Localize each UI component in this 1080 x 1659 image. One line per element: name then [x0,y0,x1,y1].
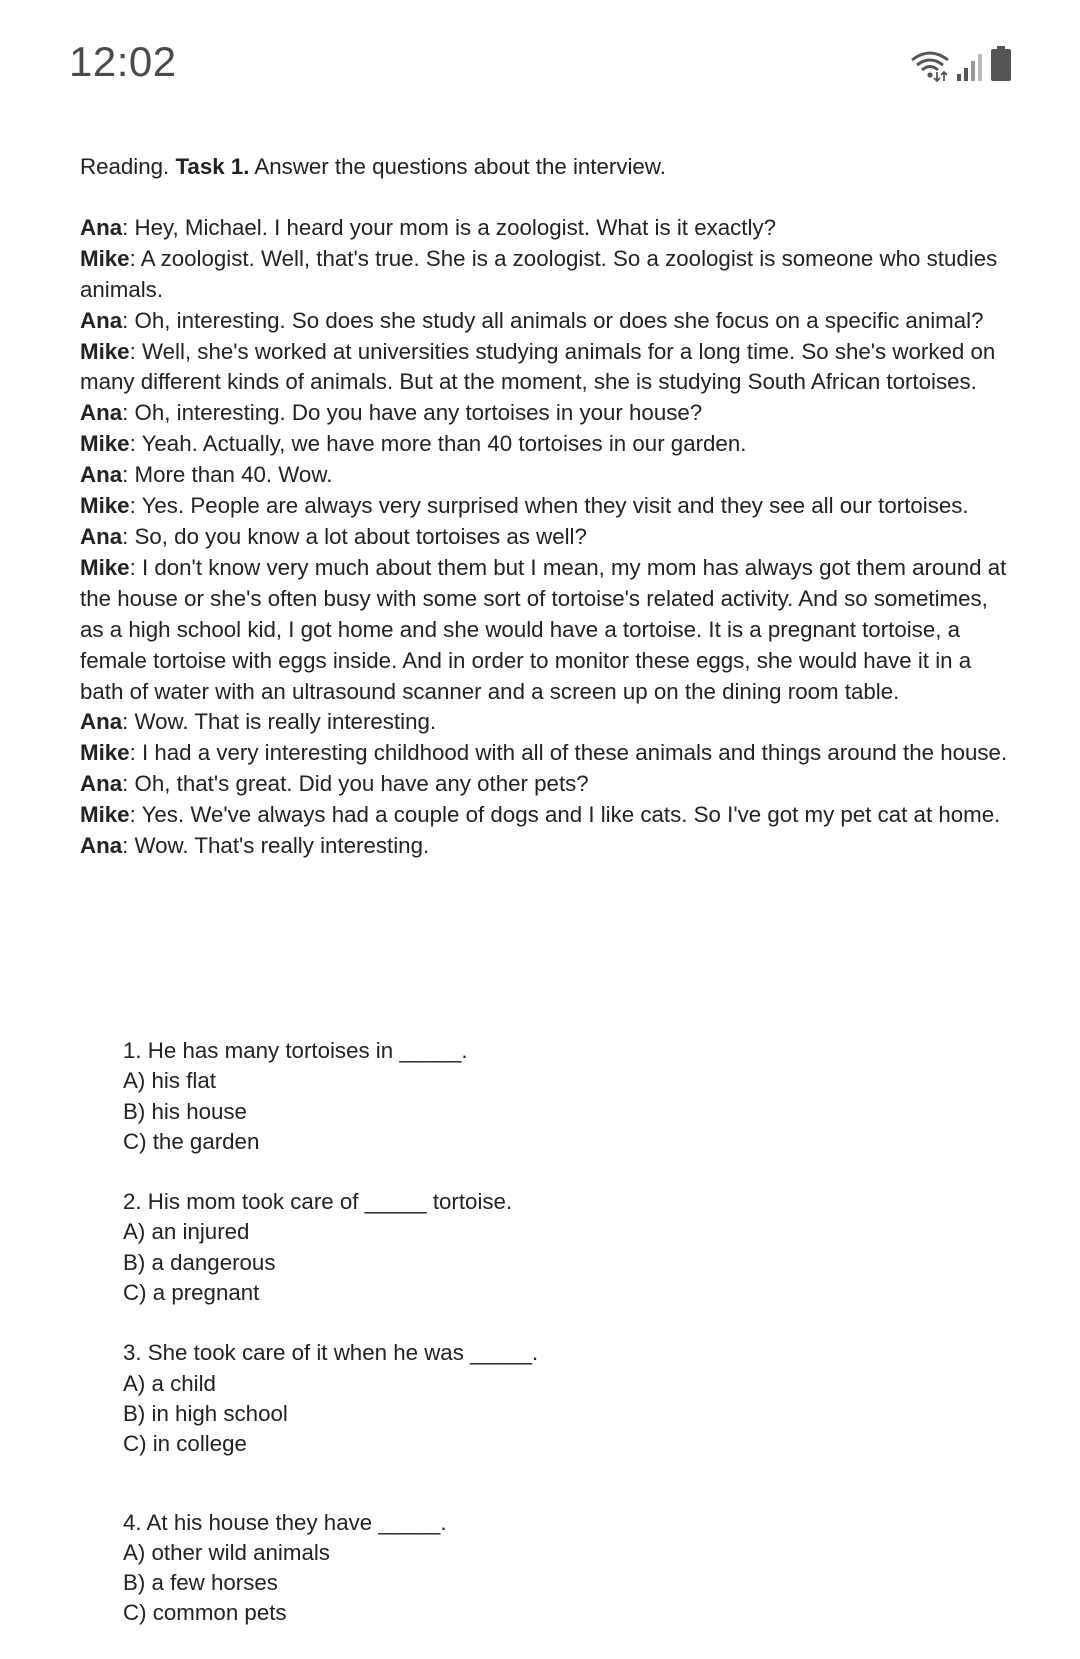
dialogue-line [80,306,1010,337]
questions-list [123,1036,823,1629]
task-heading [80,152,1010,183]
speaker-name: Ana [80,709,123,735]
reading-content [80,152,1010,862]
speaker-name: Mike [80,338,130,364]
dialogue-text: : Oh, interesting. So does she study all animals or does she focus on a specific animal? [122,307,984,333]
heading-task-label: Task 1. [175,154,250,179]
cellular-signal-icon [956,50,984,82]
dialogue-text: : Yeah. Actually, we have more than 40 tortoises in our garden. [129,431,747,457]
dialogue-line [80,553,1010,708]
dialogue-text: : I don't know very much about them but I mean, my mom has always got them around at the house or she's often busy with some sort of tortoise's related activity. And so sometimes, as a high school kid, I got home and she would have a tortoise. It is a pregnant tortoise, a female tortoise with eggs inside. And in order to monitor these eggs, she would have it in a bath of water with an ultrasound scanner and a screen up on the dining room table. [80,554,1007,704]
answer-option[interactable]: B) in high school [123,1400,288,1426]
question-2 [123,1187,823,1308]
speaker-name: Ana [80,307,123,333]
speaker-name: Ana [80,523,123,549]
interview-dialogue [80,213,1010,862]
dialogue-text: : Yes. We've always had a couple of dogs and I like cats. So I've got my pet cat at home. [129,802,1001,828]
answer-option[interactable]: C) common pets [123,1600,287,1626]
dialogue-line [80,522,1010,553]
battery-icon [990,46,1012,82]
dialogue-text: : I had a very interesting childhood with all of these animals and things around the house. [129,740,1008,766]
answer-option[interactable]: A) an injured [123,1219,250,1245]
dialogue-line [80,800,1010,831]
answer-option[interactable]: C) in college [123,1431,247,1457]
dialogue-text: : Yes. People are always very surprised when they visit and they see all our tortoises. [129,493,969,519]
dialogue-line [80,213,1010,244]
speaker-name: Ana [80,400,123,426]
dialogue-text: : Hey, Michael. I heard your mom is a zoologist. What is it exactly? [122,214,776,240]
answer-option[interactable]: A) other wild animals [123,1539,330,1565]
speaker-name: Mike [80,493,130,519]
speaker-name: Ana [80,462,123,488]
dialogue-text: : Well, she's worked at universities studying animals for a long time. So she's worked on many different kinds of animals. But at the moment, she is studying South African tortoises. [80,338,996,395]
answer-option[interactable]: A) a child [123,1370,216,1396]
heading-prefix: Reading. [80,154,176,179]
dialogue-line [80,398,1010,429]
dialogue-line [80,429,1010,460]
question-stem: 4. At his house they have _____. [123,1509,447,1535]
speaker-name: Mike [80,431,130,457]
dialogue-line [80,707,1010,738]
dialogue-line [80,491,1010,522]
dialogue-text: : Oh, interesting. Do you have any tortoises in your house? [122,400,703,426]
speaker-name: Ana [80,214,123,240]
status-bar [0,0,1080,130]
speaker-name: Mike [80,245,130,271]
dialogue-line [80,769,1010,800]
question-1 [123,1036,823,1157]
dialogue-text: : So, do you know a lot about tortoises as well? [122,523,587,549]
wifi-icon [910,50,950,82]
answer-option[interactable]: B) his house [123,1098,247,1124]
dialogue-text: : Wow. That is really interesting. [122,709,437,735]
status-icons [910,46,1012,82]
answer-option[interactable]: B) a dangerous [123,1249,276,1275]
speaker-name: Mike [80,802,130,828]
dialogue-line [80,244,1010,306]
dialogue-line [80,337,1010,399]
dialogue-text: : Oh, that's great. Did you have any other pets? [122,771,589,797]
dialogue-text: : Wow. That's really interesting. [122,833,430,859]
dialogue-line [80,831,1010,862]
answer-option[interactable]: A) his flat [123,1068,216,1094]
question-4 [123,1508,823,1629]
speaker-name: Mike [80,740,130,766]
dialogue-line [80,738,1010,769]
dialogue-text: : More than 40. Wow. [122,462,333,488]
speaker-name: Ana [80,771,123,797]
dialogue-line [80,460,1010,491]
heading-instructions: Answer the questions about the interview. [249,154,666,179]
dialogue-text: : A zoologist. Well, that's true. She is a zoologist. So a zoologist is someone who studies animals. [80,245,998,302]
answer-option[interactable]: C) the garden [123,1128,260,1154]
question-stem: 1. He has many tortoises in _____. [123,1038,468,1063]
question-stem: 3. She took care of it when he was _____. [123,1340,539,1366]
answer-option[interactable]: C) a pregnant [123,1280,260,1306]
clock: 12:02 [69,38,177,85]
answer-option[interactable]: B) a few horses [123,1570,278,1596]
speaker-name: Mike [80,554,130,580]
question-stem: 2. His mom took care of _____ tortoise. [123,1189,513,1215]
speaker-name: Ana [80,833,123,859]
question-3 [123,1338,823,1459]
